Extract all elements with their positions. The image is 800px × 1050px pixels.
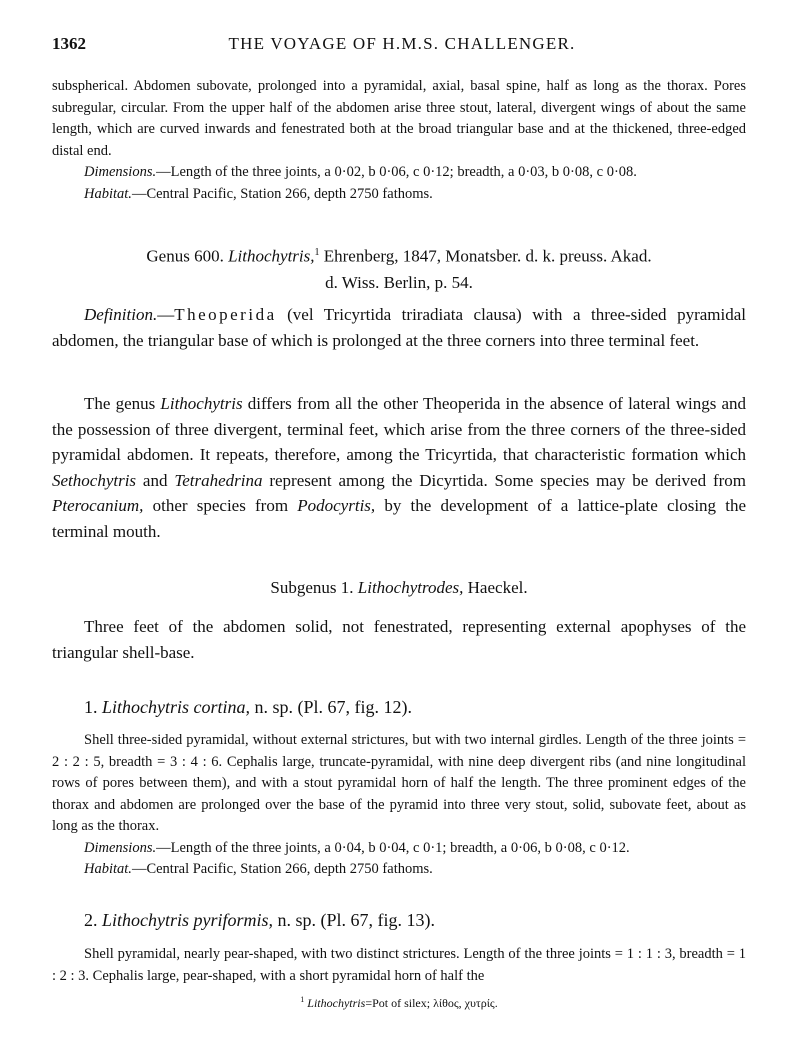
species-1-dimensions-label: Dimensions. — [84, 839, 157, 856]
species-2-name: Lithochytris pyriformis, — [102, 910, 274, 930]
species-1-name: Lithochytris cortina, — [102, 697, 250, 717]
running-head — [52, 34, 752, 58]
species-2-reference: n. sp. (Pl. 67, fig. 13). — [277, 910, 436, 930]
discussion-pterocanium: Pterocanium, — [52, 496, 144, 515]
page-number: 1362 — [52, 34, 86, 53]
habitat-label: Habitat. — [84, 185, 132, 202]
subgenus-name: Lithochytrodes, — [357, 578, 464, 597]
genus-heading — [52, 240, 746, 296]
discussion-text-6: by the development of a lattice-plate closing the terminal mouth. — [52, 496, 747, 541]
species-2-description: Shell pyramidal, nearly pear-shaped, with two distinct strictures. Length of the three joints = 1 : 1 : 3, breadth = 1 : 2 : 3. Cephalis large, pear-shaped, with a short pyramidal horn of half the — [52, 946, 746, 984]
genus-heading-line-1 — [52, 240, 746, 270]
genus-name: Lithochytris, — [228, 246, 315, 266]
genus-footnote-mark: 1 — [314, 247, 320, 258]
genus-number: Genus 600. — [146, 246, 224, 266]
species-1-text: Shell three-sided pyramidal, without external strictures, but with two internal girdles. Length of the three joints = 2 : 2 : 5, breadth = 3 : 4 : 6. Cephalis large, truncate-pyramidal, with nine deep divergent ribs (and nine longitudinal rows of pores between them), and with a stout pyramidal horn of half the length. The three prominent edges of the thorax and abdomen are prolonged over the base of the pyramid into three very stout, solid, subovate feet, about as long as the thorax. — [52, 732, 746, 834]
discussion-text-5: other species from — [152, 496, 289, 515]
continuation-habitat — [52, 184, 746, 206]
species-1-description — [52, 730, 746, 881]
definition-paragraph — [52, 302, 746, 353]
discussion-podocyrtis: Podocyrtis, — [297, 496, 376, 515]
continuation-dimensions — [52, 162, 746, 184]
footnote-mark: 1 — [300, 995, 305, 1004]
species-2-number: 2. — [84, 910, 98, 930]
species-1-habitat — [52, 859, 746, 881]
subgenus-definition: Three feet of the abdomen solid, not fenestrated, representing external apophyses of the triangular shell-base. — [52, 617, 746, 662]
continuation-text: subspherical. Abdomen subovate, prolonged into a pyramidal, axial, basal spine, half as long as the thorax. Pores subregular, circular. From the upper half of the abdomen arise three stout, lateral, divergent wings of about the same length, which are curved inwards and fenestrated both at the broad triangular base and at the thickened, three-edged distal end. — [52, 78, 746, 159]
discussion-tetrahedrina: Tetrahedrina — [174, 470, 263, 490]
discussion-text-2: differs from all the other Theoperida in the absence of lateral wings and the possession of three divergent, terminal feet, which arise from the three corners of the three-sided pyramidal abdomen. It repeats, therefore, among the Tricyrtida, that characteristic formation which — [52, 394, 747, 464]
footnote-genus: Lithochytris — [307, 996, 366, 1010]
definition-dash: — — [157, 305, 175, 324]
subgenus-authority: Haeckel. — [467, 578, 528, 597]
discussion-text-1: The genus — [84, 394, 156, 413]
discussion-text-4: represent among the Dicyrtida. Some species may be derived from — [269, 470, 746, 490]
species-1-habitat-label: Habitat. — [84, 861, 132, 877]
genus-authority: Ehrenberg, 1847, Monatsber. d. k. preuss. Akad. — [323, 246, 652, 266]
footnote — [52, 995, 746, 1011]
definition-family: Theoperida — [174, 305, 277, 324]
definition-label: Definition. — [84, 305, 158, 324]
dimensions-text: —Length of the three joints, a 0·02, b 0·06, c 0·12; breadth, a 0·03, b 0·08, c 0·08. — [156, 164, 637, 180]
definition-text: (vel Tricyrtida triradiata clausa) with a three-sided pyramidal abdomen, the triangular base of which is prolonged at the three corners into three terminal feet. — [52, 305, 746, 350]
subgenus-heading — [52, 576, 746, 600]
species-1-number: 1. — [84, 697, 98, 717]
discussion-text-3: and — [142, 470, 168, 490]
discussion-sethochytris: Sethochytris — [52, 470, 137, 490]
footnote-text: =Pot of silex; λίθος, χυτρίς. — [365, 996, 498, 1010]
species-1-dimensions — [52, 838, 746, 860]
continuation-block — [52, 76, 746, 205]
discussion-genus: Lithochytris — [160, 394, 243, 413]
species-1-reference: n. sp. (Pl. 67, fig. 12). — [254, 697, 412, 717]
subgenus-number: Subgenus 1. — [270, 578, 354, 597]
species-2-heading — [84, 907, 744, 933]
habitat-text: —Central Pacific, Station 266, depth 2750 fathoms. — [131, 185, 433, 202]
running-title: THE VOYAGE OF H.M.S. CHALLENGER. — [228, 34, 576, 53]
species-1-heading — [84, 694, 744, 720]
species-1-habitat-text: —Central Pacific, Station 266, depth 2750 fathoms. — [131, 861, 433, 877]
genus-heading-line-2: d. Wiss. Berlin, p. 54. — [325, 272, 473, 292]
discussion-paragraph — [52, 391, 746, 544]
dimensions-label: Dimensions. — [84, 164, 157, 180]
species-1-dimensions-text: —Length of the three joints, a 0·04, b 0·04, c 0·1; breadth, a 0·06, b 0·08, c 0·12. — [156, 839, 630, 856]
